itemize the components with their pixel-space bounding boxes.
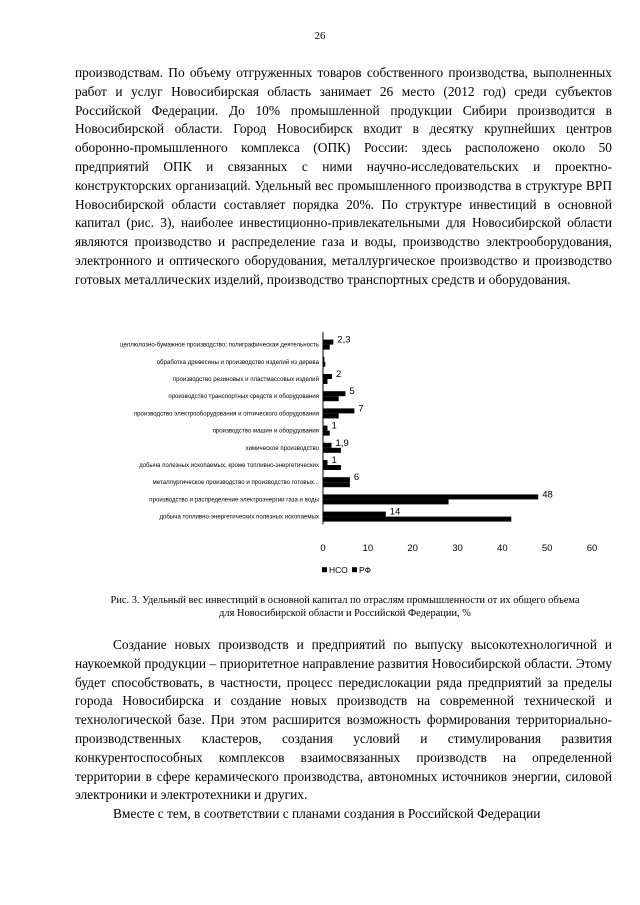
value-label-nso: 2: [335, 369, 342, 380]
value-label-nso: 5: [349, 386, 355, 398]
legend-label-nso: НСО: [329, 565, 348, 576]
caption-line-2: для Новосибирской области и Российской Федерации, %: [219, 608, 471, 619]
paragraph-2: Создание новых производств и предприятий по выпуску высокотехнологичной и наукоемкой продукции – приоритетное направление развития Новосибирской области. Этому будет способствовать, в частности, процесс передислокации ряда предприятий за пределы города Новосибирска и создание новых производств на современной технической и технологической базе. При этом расширится возможность формирования территориально-производственных кластеров, создания условий и стимулирования развития конкурентоспособных комплексов взаимосвязанных производств на определенной территории в сфере керамического производства, автономных источников энергии, силовой электроники и электротехники и других.: [75, 637, 612, 803]
category-label: производство транспортных средств и оборудования: [168, 393, 319, 401]
bar-rf: [323, 413, 339, 418]
bar-rf: [323, 517, 511, 522]
x-tick-label: 50: [541, 543, 553, 555]
figure-caption: [80, 594, 610, 620]
value-label-nso: 1: [331, 455, 337, 466]
bar-nso: [323, 426, 327, 431]
category-label: добыча полезных ископаемых, кроме топливно-энергетических: [139, 462, 319, 469]
legend-swatch-rf: [352, 567, 357, 572]
paragraph-intro: [75, 64, 612, 290]
bar-rf: [323, 362, 325, 367]
bar-nso: [323, 512, 386, 517]
x-tick-label: 10: [362, 543, 374, 555]
paragraph-body: [75, 636, 612, 824]
bar-nso: [323, 477, 350, 482]
caption-line-1: Рис. 3. Удельный вес инвестиций в основной капитал по отраслям промышленности от их общего объема: [110, 595, 580, 606]
legend-swatch-nso: [322, 567, 327, 572]
x-tick-label: 60: [586, 543, 598, 555]
bar-rf: [323, 431, 330, 436]
page-number: 26: [314, 30, 326, 42]
x-tick-label: 30: [452, 543, 463, 555]
bar-nso: [323, 443, 332, 448]
x-tick-label: 20: [407, 543, 418, 555]
category-label: химическое производство: [245, 444, 319, 452]
bar-nso: [323, 374, 332, 379]
bar-nso: [323, 494, 538, 499]
value-label-nso: 2,3: [337, 334, 351, 346]
category-label: производство электрооборудования и оптического оборудования: [133, 410, 319, 418]
x-tick-label: 40: [497, 543, 508, 555]
bar-nso: [323, 357, 324, 362]
bar-nso: [323, 391, 345, 396]
bar-nso: [323, 408, 354, 413]
category-label: производство машин и оборудования: [212, 427, 319, 435]
category-label: производство резиновых и пластмассовых изделий: [172, 376, 319, 383]
category-label: производство и распределение электроэнергии газа и воды: [149, 496, 319, 504]
bar-rf: [323, 379, 327, 384]
value-label-nso: 1,9: [335, 437, 349, 449]
bar-nso: [323, 340, 333, 345]
paragraph-3: Вместе с тем, в соответствии с планами создания в Российской Федерации: [113, 806, 541, 822]
category-label: обработка древесины и производство изделий из дерева: [156, 358, 319, 366]
category-label: целлюлозно-бумажное производство; полиграфическая деятельность: [120, 341, 319, 349]
value-label-nso: 6: [353, 472, 360, 484]
value-label-nso: 7: [358, 403, 364, 415]
bar-rf: [323, 499, 449, 504]
value-label-nso: 1: [331, 420, 337, 432]
investment-bar-chart: [75, 328, 615, 590]
bar-rf: [323, 482, 350, 487]
bar-rf: [323, 345, 330, 350]
category-label: металлургическое производство и производство готовых...: [152, 479, 319, 487]
legend-label-rf: РФ: [359, 565, 372, 576]
value-label-nso: 48: [542, 489, 553, 501]
category-label: добыча топливно-энергетических полезных ископаемых: [159, 513, 319, 521]
bar-rf: [323, 396, 339, 401]
bar-nso: [323, 460, 327, 465]
value-label-nso: 14: [389, 506, 401, 518]
paragraph-1: производствам. По объему отгруженных товаров собственного производства, выполненных работ и услуг Новосибирская область занимает 26 место (2012 год) среди субъектов Российской Федерации. До 10% промышленной продукции Сибири производится в Новосибирской области. Город Новосибирск входит в десятку крупнейших центров оборонно-промышленного комплекса (ОПК) России: здесь расположено около 50 предприятий ОПК и связанных с ними научно-исследовательских и проектно-конструкторских организаций. Удельный вес промышленного производства в структуре ВРП Новосибирской области составляет порядка 20%. По структуре инвестиций в основной капитал (рис. 3), наиболее инвестиционно-привлекательными для Новосибирской области являются производство и распределение газа и воды, производство электрооборудования, электронного и оптического оборудования, металлургическое производство и производство готовых металлических изделий, производство транспортных средств и оборудования.: [75, 65, 612, 287]
x-tick-label: 0: [320, 543, 326, 555]
